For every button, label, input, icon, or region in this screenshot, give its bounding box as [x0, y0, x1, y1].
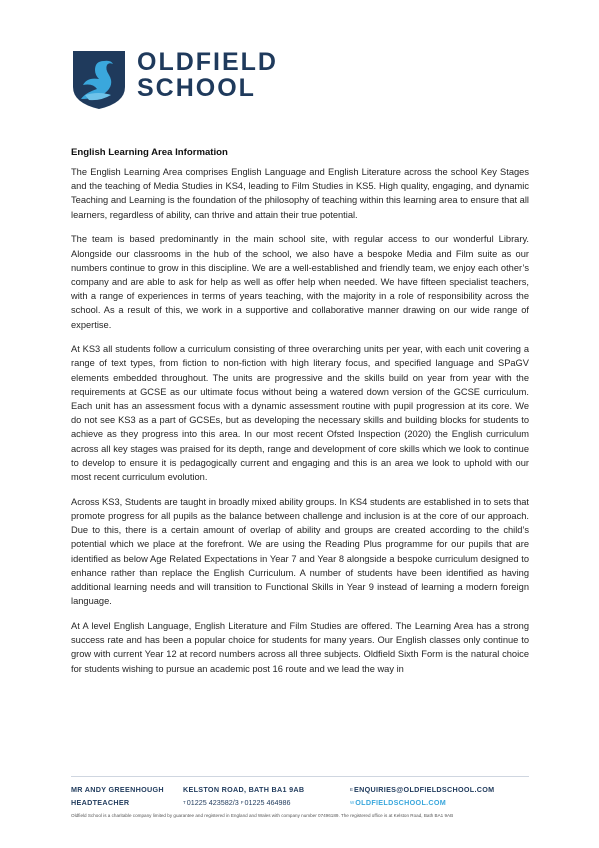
paragraph-3: At KS3 all students follow a curriculum consisting of three overarching units per year, with each unit covering a range of text types, from fiction to non-fiction with high literary focus, and specified language and SPaGV elements embedded throughout. The units are progressive and the skills build on year from year with the requirements at GCSE as our ultimate focus without being a watered down version of the GCSE curriculum. Each unit has an assessment focus with a dynamic assessment routine with pupil progression at its core. We do not see KS3 as a part of GCSEs, but as developing the necessary skills and building blocks for students to achieve as they progress into this area. In our most recent Ofsted Inspection (2020) the English curriculum across all key stages was praised for its depth, range and development of core skills which we look to continue to develop to ensure it is pedagogically current and engaging and this is an area we look to uphold with our most recent curriculum evolution.: [71, 344, 529, 483]
document-heading: English Learning Area Information: [71, 147, 228, 158]
tel-number: 01225 423582/3: [186, 797, 239, 807]
paragraph-1: The English Learning Area comprises English Language and English Literature across the school Key Stages and the teaching of Media Studies in KS4, leading to Film Studies in KS5. High quality, engaging, and dynamic Teaching and Learning is the foundation of the philosophy of teaching within this learning area to ensure that all learners, regardless of ability, can thrive and attain their true potential.: [71, 167, 529, 220]
swan-shield-icon: [71, 49, 127, 111]
school-name-line2: SCHOOL: [137, 74, 256, 102]
school-address: KELSTON ROAD, BATH BA1 9AB: [183, 785, 305, 794]
phone-numbers: [183, 797, 304, 810]
school-name: [137, 49, 278, 101]
footer-address: [183, 784, 304, 809]
tel-marker: T: [183, 799, 186, 805]
paragraph-5: At A level English Language, English Literature and Film Studies are offered. The Learning Area has a strong success rate and has been a popular choice for students for many years. Our English classes only continue to grow with current Year 12 at record numbers across all three subjects. Oldfield Sixth Form is the natural choice for students wishing to pursue an academic post 16 route and we lead the way in: [71, 620, 529, 674]
document-body: [71, 146, 529, 686]
fax-marker: F: [240, 799, 244, 805]
legal-notice: Oldfield School is a charitable company limited by guarantee and registered in England and Wales with company number 07496189. The registered office is at Kelston Road, Bath BA1 9AB: [71, 813, 454, 818]
school-logo: [71, 48, 278, 111]
footer-contact: [350, 784, 494, 809]
website-link[interactable]: OLDFIELDSCHOOL.COM: [355, 797, 447, 807]
footer-divider: [71, 776, 529, 777]
email-link[interactable]: ENQUIRIES@OLDFIELDSCHOOL.COM: [354, 785, 495, 794]
headteacher-title: HEADTEACHER: [71, 797, 130, 807]
web-marker: W: [350, 799, 355, 805]
email-marker: E: [350, 787, 354, 792]
fax-number: 01225 464986: [244, 797, 291, 807]
school-name-line1: OLDFIELD: [137, 48, 278, 76]
paragraph-4: Across KS3, Students are taught in broadly mixed ability groups. In KS4 students are established in to sets that promote progress for all pupils as the balance between challenge and inclusion is at the core of our approach. Due to this, there is a certain amount of overlap of ability and groups are created according to the child’s potential which we place at the forefront. We are using the Reading Plus programme for our pupils that are identified as below Age Related Expectations in Year 7 and Year 8 alongside a bespoke curriculum designed to enhance rather than replace the English Curriculum. A number of students have been identified as having additional learning needs and will transition to Functional Skills in Year 9 instead of learning a modern foreign language.: [71, 496, 529, 607]
paragraph-2: The team is based predominantly in the main school site, with regular access to our wonderful Library. Alongside our classrooms in the hub of the school, we also have a bespoke Media and Film suite as our numbers continue to grow in this discipline. We are a well-established and friendly team, we enjoy each other’s company and are able to ask for help as well as offer help when needed. We have fifteen specialist teachers, with a range of experiences in terms of years teaching, with the majority in a role of responsibility across the school. As a result of this, we work in a supportive and collaborative manner drawing on our wide range of expertise.: [71, 234, 529, 330]
headteacher-name: MR ANDY GREENHOUGH: [71, 785, 164, 794]
footer-headteacher: [71, 784, 164, 809]
